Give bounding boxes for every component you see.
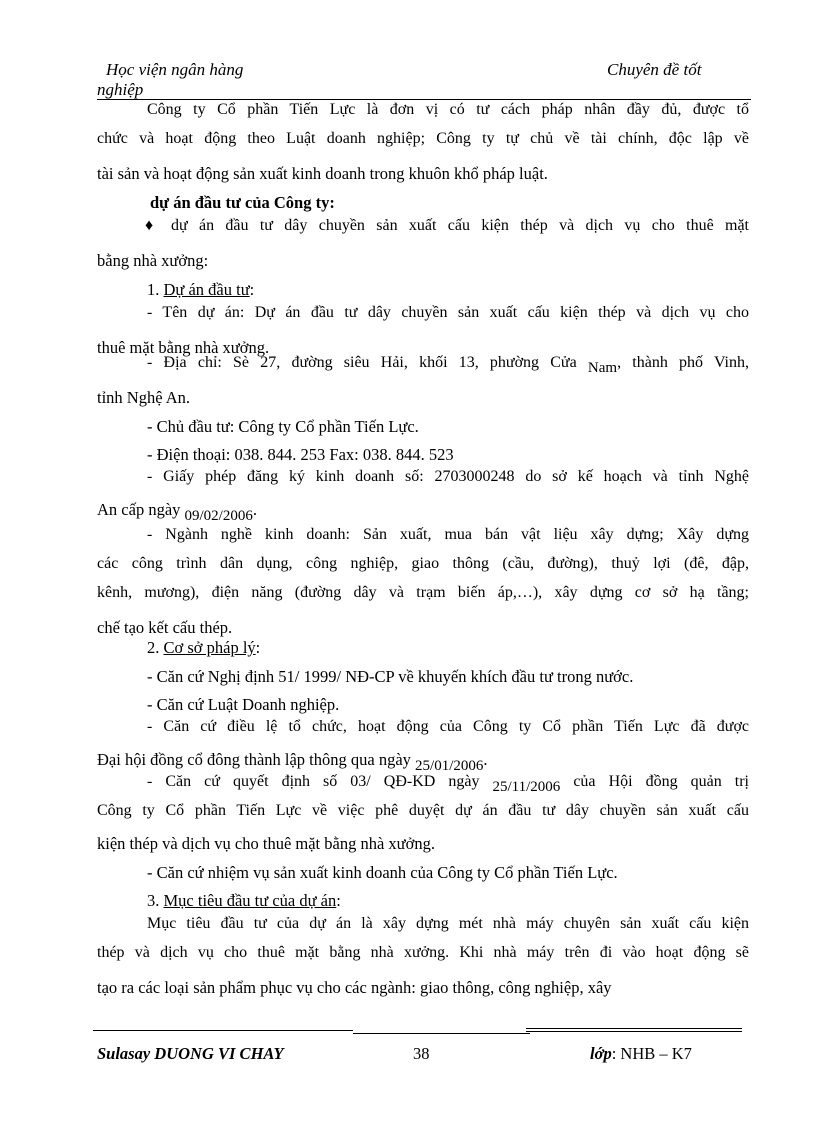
subsection-3-title: 3. Mục tiêu đầu tư của dự án: <box>147 891 341 910</box>
agm-date-line: Đại hội đồng cổ đông thành lập thông qua ngày 25/01/2006. <box>97 750 488 774</box>
subsection-1-title: 1. Dự án đầu tư: <box>147 280 255 299</box>
paragraph-line: - Điện thoại: 038. 844. 253 Fax: 038. 844. 523 <box>147 445 454 464</box>
paragraph-line: - Chủ đầu tư: Công ty Cổ phần Tiến Lực. <box>147 417 419 436</box>
paragraph-line: chế tạo kết cấu thép. <box>97 618 233 637</box>
header-rule <box>97 99 751 100</box>
paragraph-line: - Căn cứ Luật Doanh nghiệp. <box>147 695 340 714</box>
paragraph-line: tạo ra các loại sản phẩm phục vụ cho các ngành: giao thông, công nghiệp, xây <box>97 978 612 997</box>
bullet-line: ♦ dự án đầu tư dây chuyền sản xuất cấu kiện thép và dịch vụ cho thuê mặt <box>145 217 749 234</box>
license-date-line: An cấp ngày 09/02/2006. <box>97 500 257 524</box>
paragraph-line: thép và dịch vụ cho thuê mặt bằng nhà xưởng. Khi nhà máy trên đi vào hoạt động sẽ <box>97 944 749 961</box>
footer-rule-right <box>526 1028 742 1029</box>
decision-line: - Căn cứ quyết định số 03/ QĐ-KD ngày 25/11/2006 của Hội đồng quản trị <box>147 773 749 795</box>
paragraph-line: Công ty Cổ phần Tiến Lực về việc phê duyệt dự án đầu tư dây chuyền sản xuất cấu <box>97 802 749 819</box>
header-institution: Học viện ngân hàng <box>106 60 244 79</box>
paragraph-line: các công trình dân dụng, công nghiệp, giao thông (cầu, đường), thuỷ lợi (đê, đập, <box>97 555 749 572</box>
diamond-bullet-icon: ♦ <box>145 217 154 234</box>
paragraph-line: - Tên dự án: Dự án đầu tư dây chuyền sản xuất cấu kiện thép và dịch vụ cho <box>147 304 749 321</box>
footer-rule-left <box>93 1030 353 1031</box>
header-title: Chuyên đề tốt <box>607 60 702 79</box>
paragraph-line: - Căn cứ nhiệm vụ sản xuất kinh doanh của Công ty Cổ phần Tiến Lực. <box>147 863 618 882</box>
paragraph-line: chức và hoạt động theo Luật doanh nghiệp; Công ty tự chủ về tài chính, độc lập về <box>97 130 749 147</box>
footer-rule-right-second <box>526 1031 742 1032</box>
paragraph-line: - Căn cứ Nghị định 51/ 1999/ NĐ-CP về khuyến khích đầu tư trong nước. <box>147 667 634 686</box>
page-number: 38 <box>413 1044 430 1063</box>
subsection-2-title: 2. Cơ sở pháp lý: <box>147 638 261 657</box>
paragraph-line: kiện thép và dịch vụ cho thuê mặt bằng nhà xưởng. <box>97 834 435 853</box>
paragraph-line: - Căn cứ điều lệ tổ chức, hoạt động của Công ty Cổ phần Tiến Lực đã được <box>147 718 749 735</box>
paragraph-line: Công ty Cổ phần Tiến Lực là đơn vị có tư cách pháp nhân đầy đủ, được tổ <box>147 101 749 118</box>
paragraph-line: - Giấy phép đăng ký kinh doanh số: 2703000248 do sở kế hoạch và tỉnh Nghệ <box>147 468 749 485</box>
paragraph-line: tỉnh Nghệ An. <box>97 388 191 407</box>
footer-class: lớp: NHB – K7 <box>590 1044 692 1063</box>
paragraph-line: kênh, mương), điện năng (đường dây và trạm biến áp,…), xây dựng cơ sở hạ tầng; <box>97 584 749 601</box>
section-heading: dự án đầu tư của Công ty: <box>150 193 335 212</box>
header-institution-wrap: nghiệp <box>97 80 144 99</box>
footer-author: Sulasay DUONG VI CHAY <box>97 1044 284 1063</box>
paragraph-line: Mục tiêu đầu tư của dự án là xây dựng mét nhà máy chuyên sản xuất cấu kiện <box>147 915 749 932</box>
address-line: - Địa chỉ: Sè 27, đường siêu Hải, khối 13, phường Cửa Nam, thành phố Vinh, <box>147 354 750 376</box>
paragraph-line: - Ngành nghề kinh doanh: Sản xuất, mua bán vật liệu xây dựng; Xây dựng <box>147 526 749 543</box>
footer-rule-middle <box>353 1033 530 1034</box>
paragraph-line: thuê mặt bằng nhà xưởng. <box>97 338 270 357</box>
paragraph-line: bằng nhà xưởng: <box>97 251 209 270</box>
paragraph-line: tài sản và hoạt động sản xuất kinh doanh trong khuôn khổ pháp luật. <box>97 164 548 183</box>
